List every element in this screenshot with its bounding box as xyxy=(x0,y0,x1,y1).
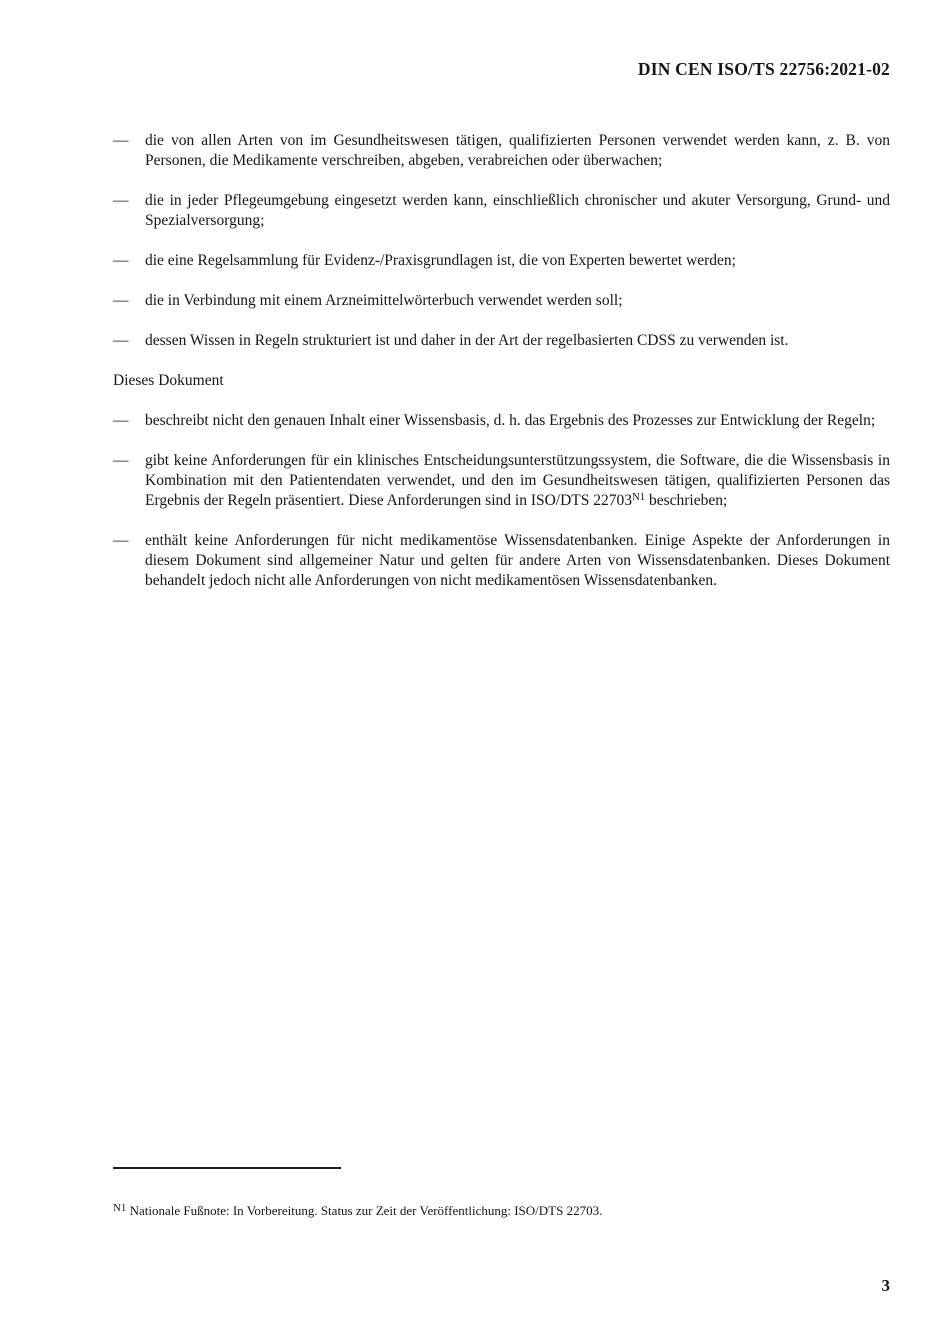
list-item xyxy=(113,191,890,231)
list-item xyxy=(113,411,890,431)
list-item xyxy=(113,451,890,511)
footnote-area xyxy=(113,1167,890,1219)
list-item-text: enthält keine Anforderungen für nicht medikamentöse Wissensdatenbanken. Einige Aspekte der Anforderungen in diesem Dokument sind allgemeiner Natur und gelten für andere Arten von Wissensdatenbanken. Dieses Dokument behandelt jedoch nicht alle Anforderungen von nicht medikamentösen Wissensdatenbanken. xyxy=(145,532,890,589)
list-item xyxy=(113,251,890,271)
list-item-text: die eine Regelsammlung für Evidenz-/Praxisgrundlagen ist, die von Experten bewertet werden; xyxy=(145,252,736,269)
list-item-text-segment: beschrieben; xyxy=(645,492,728,509)
list-item-text: beschreibt nicht den genauen Inhalt einer Wissensbasis, d. h. das Ergebnis des Prozesses zur Entwicklung der Regeln; xyxy=(145,412,876,429)
dash-marker: — xyxy=(113,192,129,209)
list-item xyxy=(113,531,890,591)
dash-marker: — xyxy=(113,332,129,349)
dash-marker: — xyxy=(113,412,129,429)
footnote xyxy=(113,1202,890,1219)
dash-marker: — xyxy=(113,132,129,149)
dash-marker: — xyxy=(113,252,129,269)
list-item-text-segment: gibt keine Anforderungen für ein klinisches Entscheidungsunterstützungssystem, die Software, die die Wissensbasis in Kombination mit den Patientendaten verwendet, und den im Gesundheitswesen tätigen, qualifizierten Personen das Ergebnis der Regeln präsentiert. Diese Anforderungen sind in ISO/DTS 22703 xyxy=(145,452,890,509)
list-item xyxy=(113,331,890,351)
footnote-text: Nationale Fußnote: In Vorbereitung. Status zur Zeit der Veröffentlichung: ISO/DTS 22703. xyxy=(126,1203,603,1218)
dash-marker: — xyxy=(113,532,129,549)
list-item-text xyxy=(145,451,890,511)
list-item-text: dessen Wissen in Regeln strukturiert ist und daher in der Art der regelbasierten CDSS zu verwenden ist. xyxy=(145,332,789,349)
list-item-text: die in jeder Pflegeumgebung eingesetzt werden kann, einschließlich chronischer und akuter Versorgung, Grund- und Spezialversorgung; xyxy=(145,192,890,229)
list-item xyxy=(113,131,890,171)
page-number: 3 xyxy=(881,1276,890,1295)
footnote-marker: N1 xyxy=(113,1202,127,1215)
list-item-text: die von allen Arten von im Gesundheitswesen tätigen, qualifizierten Personen verwendet werden kann, z. B. von Personen, die Medikamente verschreiben, abgeben, verabreichen oder überwachen; xyxy=(145,132,890,169)
footnote-reference: N1 xyxy=(632,491,646,504)
page-content xyxy=(113,131,890,611)
footnote-separator-rule xyxy=(113,1167,341,1169)
dash-marker: — xyxy=(113,452,129,469)
section-lead: Dieses Dokument xyxy=(113,372,224,389)
document-id: DIN CEN ISO/TS 22756:2021-02 xyxy=(637,59,890,79)
dash-marker: — xyxy=(113,292,129,309)
list-item xyxy=(113,291,890,311)
page-header xyxy=(113,58,890,80)
list-item-text: die in Verbindung mit einem Arzneimittelwörterbuch verwendet werden soll; xyxy=(145,292,623,309)
